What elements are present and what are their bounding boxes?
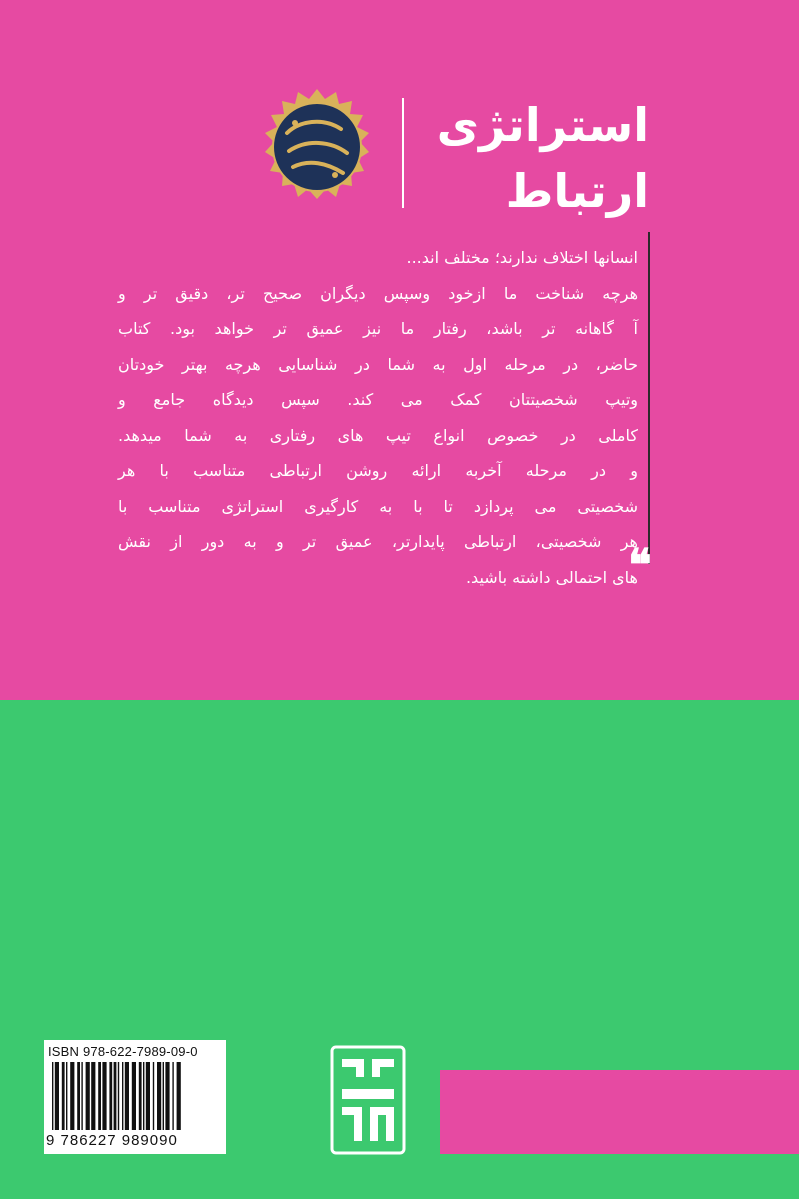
barcode-bar — [165, 1062, 169, 1130]
publisher-logo — [330, 1045, 406, 1155]
barcode-bar — [86, 1062, 90, 1130]
barcode-bar — [55, 1062, 59, 1130]
barcode-bar — [122, 1062, 123, 1130]
publisher-logo-icon — [330, 1045, 406, 1155]
barcode-bar — [139, 1062, 142, 1130]
description-line: شخصیتی می پردازد تا با به کارگیری استراتژی متناسب با — [118, 496, 638, 516]
barcode-bar — [102, 1062, 106, 1130]
description-line: هرچه شناخت ما ازخود وسپس دیگران صحیح تر، دقیق تر و — [118, 283, 638, 303]
barcode-bar — [177, 1062, 181, 1130]
barcode-bar — [143, 1062, 144, 1130]
book-title — [399, 92, 649, 224]
barcode-bar — [62, 1062, 65, 1130]
barcode-bar — [125, 1062, 129, 1130]
description-rule — [648, 232, 650, 564]
description-line: هر شخصیتی، ارتباطی پایدارتر، عمیق تر و به دور از نقش — [118, 532, 638, 551]
author-seal — [258, 88, 376, 206]
barcode-bar — [70, 1062, 74, 1130]
barcode-bar — [172, 1062, 173, 1130]
barcode-bar — [163, 1062, 164, 1130]
quote-mark-icon: ❝ — [628, 540, 652, 591]
description-line: و در مرحله آخربه ارائه روشن ارتباطی متناسب با هر — [118, 461, 638, 480]
description-line: آ گاهانه تر باشد، رفتار ما نیز عمیق تر خواهد بود. کتاب — [118, 319, 638, 338]
barcode-bar — [98, 1062, 101, 1130]
barcode-bar — [132, 1062, 136, 1130]
barcode-bar — [52, 1062, 53, 1130]
description-line: وتیپ شخصیتتان کمک می کند. سپس دیدگاه جامع و — [118, 390, 638, 409]
title-divider — [402, 98, 404, 208]
barcode-bar — [157, 1062, 161, 1130]
author-seal-icon — [258, 88, 376, 206]
book-description — [118, 240, 638, 595]
description-line: انسانها اختلاف ندارند؛ مختلف اند... — [406, 248, 638, 267]
barcode-bar — [109, 1062, 112, 1130]
barcode-bar — [153, 1062, 154, 1130]
isbn-text: ISBN 978-622-7989-09-0 — [48, 1044, 198, 1059]
barcode-icon — [50, 1062, 220, 1132]
description-line: های احتمالی داشته باشید. — [465, 567, 638, 587]
barcode-bar — [146, 1062, 150, 1130]
barcode-bar — [81, 1062, 82, 1130]
barcode-bar — [91, 1062, 95, 1130]
barcode-bar — [118, 1062, 119, 1130]
description-line: کاملی در خصوص انواع تیپ های رفتاری به شما میدهد. — [118, 425, 638, 445]
title-line-2: ارتباط — [505, 164, 649, 218]
title-line-1: استراتژی — [436, 98, 649, 152]
barcode-label — [44, 1040, 226, 1154]
barcode-bar — [77, 1062, 80, 1130]
barcode-bar — [66, 1062, 67, 1130]
barcode-bar — [114, 1062, 117, 1130]
description-line: حاضر، در مرحله اول به شما در شناسایی هرچه بهتر خودتان — [118, 354, 638, 374]
barcode-number: 9 786227 989090 — [46, 1132, 178, 1149]
accent-strip — [440, 1070, 799, 1154]
